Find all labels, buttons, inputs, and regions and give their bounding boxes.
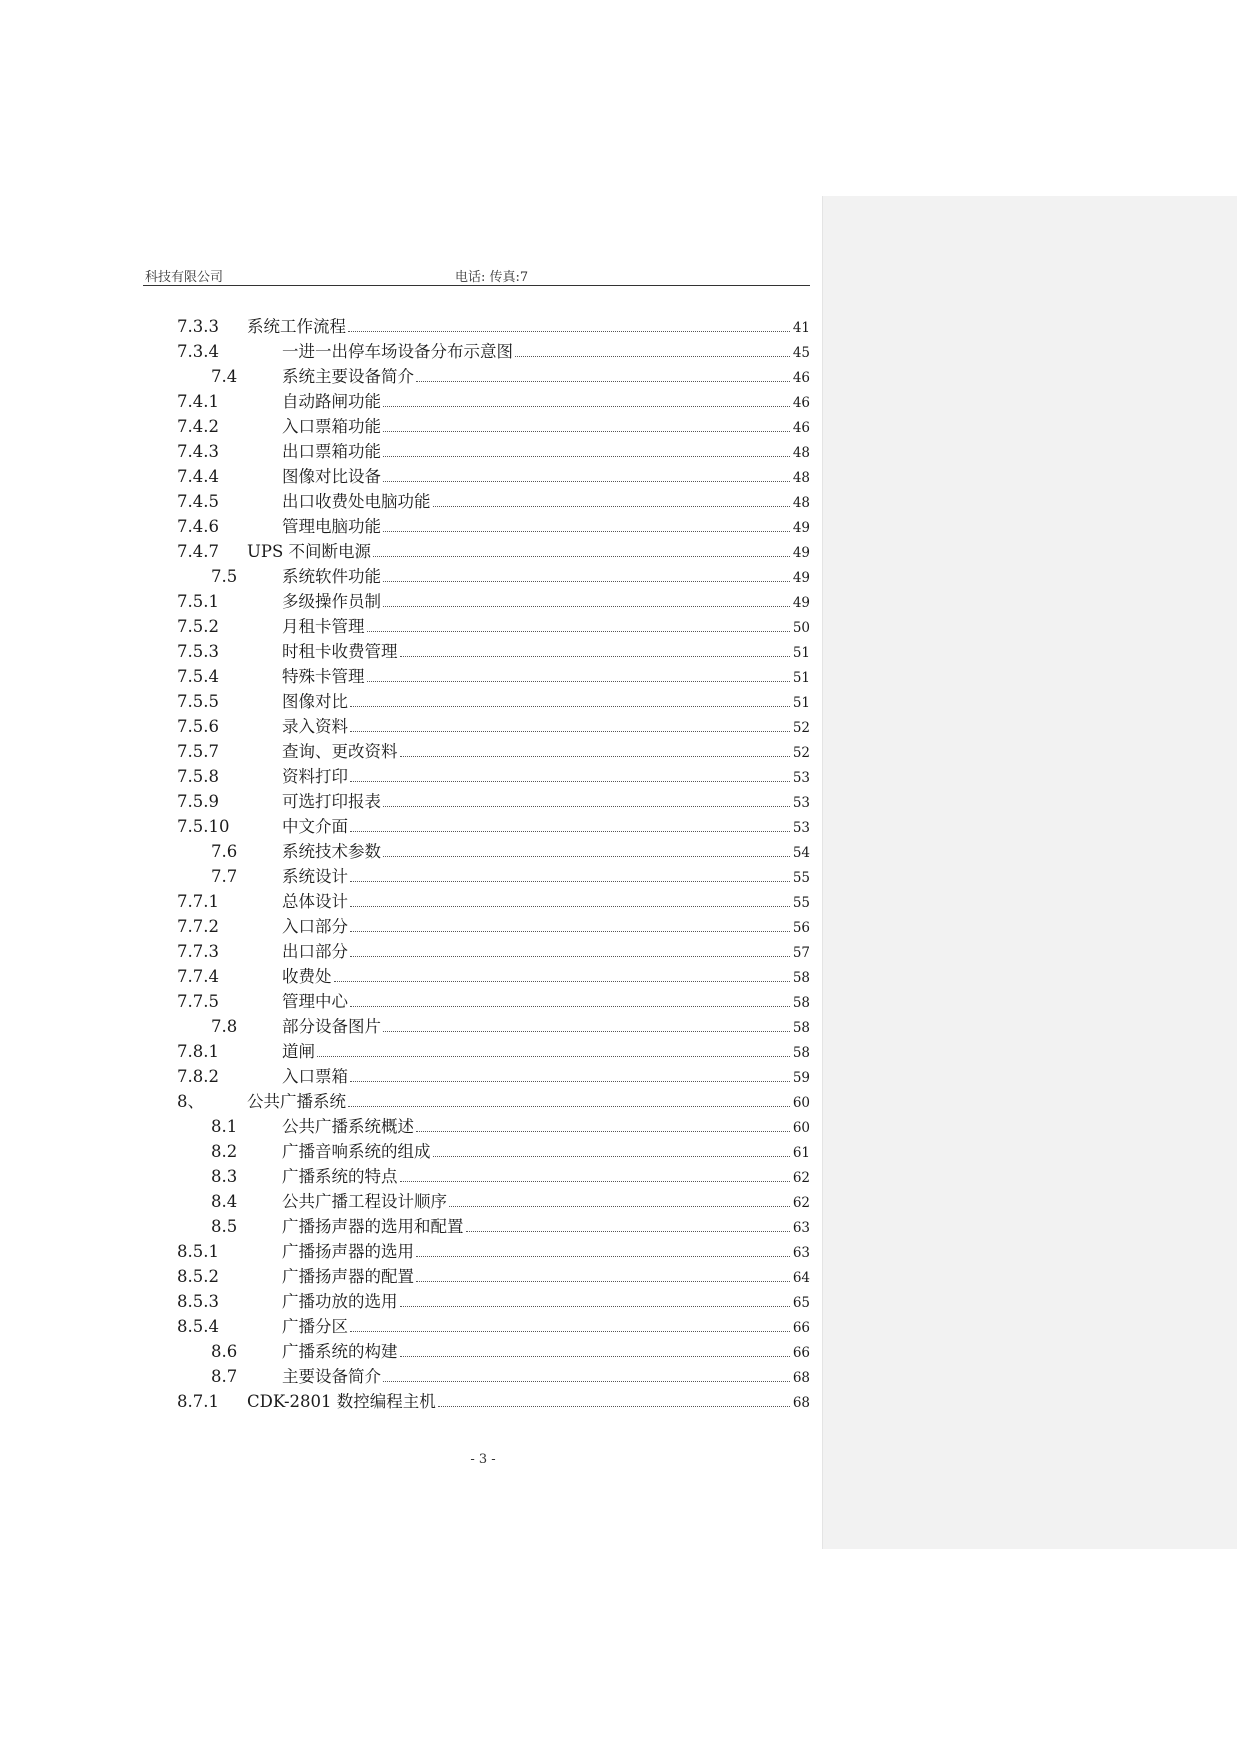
toc-dot-leader [383, 431, 790, 432]
toc-dot-leader [350, 881, 790, 882]
toc-entry-title: 主要设备简介 [282, 1367, 381, 1386]
toc-dot-leader [433, 1156, 791, 1157]
toc-dot-leader [466, 1231, 791, 1232]
toc-entry-number: 8.2 [211, 1142, 238, 1161]
toc-dot-leader [400, 656, 791, 657]
toc-entry-page: 46 [792, 370, 810, 386]
toc-dot-leader [416, 381, 790, 382]
toc-entry[interactable] [177, 1189, 810, 1214]
toc-entry-page: 49 [792, 520, 810, 536]
toc-entry-number: 8.1 [211, 1117, 238, 1136]
comment-margin-pane [822, 196, 1237, 1549]
toc-entry-title: 系统设计 [282, 867, 348, 886]
toc-dot-leader [515, 356, 790, 357]
toc-entry-number: 7.7 [211, 867, 238, 886]
table-of-contents [177, 314, 810, 1414]
toc-entry-title: 广播系统的构建 [282, 1342, 398, 1361]
toc-entry[interactable] [177, 489, 810, 514]
toc-entry-number: 7.5.9 [177, 792, 219, 811]
toc-dot-leader [383, 531, 790, 532]
toc-entry-page: 63 [792, 1245, 810, 1261]
toc-entry-number: 8.5.2 [177, 1267, 219, 1286]
toc-entry-title: 管理中心 [282, 992, 348, 1011]
toc-entry-number: 7.4.1 [177, 392, 219, 411]
toc-entry[interactable] [177, 539, 810, 564]
toc-entry-page: 60 [792, 1095, 810, 1111]
toc-entry-title: 总体设计 [282, 892, 348, 911]
toc-entry-title: 系统技术参数 [282, 842, 381, 861]
toc-entry-page: 59 [792, 1070, 810, 1086]
toc-dot-leader [433, 506, 791, 507]
toc-entry-title: 部分设备图片 [282, 1017, 381, 1036]
toc-entry-number: 7.5.10 [177, 817, 230, 836]
toc-entry-title: 广播扬声器的配置 [282, 1267, 414, 1286]
page-number: - 3 - [470, 1452, 496, 1467]
toc-entry-title: 中文介面 [282, 817, 348, 836]
toc-entry-title: 公共广播系统概述 [282, 1117, 414, 1136]
toc-entry-page: 50 [792, 620, 810, 636]
toc-entry-page: 68 [792, 1395, 810, 1411]
toc-entry-title: 管理电脑功能 [282, 517, 381, 536]
toc-entry-page: 53 [792, 795, 810, 811]
toc-entry[interactable] [177, 764, 810, 789]
toc-entry[interactable] [177, 1364, 810, 1389]
toc-entry[interactable] [177, 589, 810, 614]
toc-dot-leader [383, 406, 790, 407]
toc-dot-leader [350, 1331, 790, 1332]
toc-entry-title: 道闸 [282, 1042, 315, 1061]
toc-entry-title: 广播功放的选用 [282, 1292, 398, 1311]
toc-entry[interactable] [177, 639, 810, 664]
toc-entry[interactable] [177, 1214, 810, 1239]
toc-entry-number: 7.4.2 [177, 417, 219, 436]
toc-entry-title: 入口票箱 [282, 1067, 348, 1086]
toc-dot-leader [348, 1106, 790, 1107]
toc-entry-number: 7.4.3 [177, 442, 219, 461]
toc-entry[interactable] [177, 714, 810, 739]
toc-entry-title: 图像对比设备 [282, 467, 381, 486]
toc-entry-page: 48 [792, 495, 810, 511]
toc-dot-leader [438, 1406, 790, 1407]
toc-entry-page: 51 [792, 695, 810, 711]
toc-entry-title: 查询、更改资料 [282, 742, 398, 761]
toc-entry-page: 46 [792, 420, 810, 436]
toc-entry-title: CDK-2801 数控编程主机 [247, 1392, 436, 1411]
toc-entry[interactable] [177, 614, 810, 639]
toc-entry-page: 58 [792, 995, 810, 1011]
toc-entry[interactable] [177, 889, 810, 914]
toc-entry[interactable] [177, 414, 810, 439]
toc-entry-number: 8.5.3 [177, 1292, 219, 1311]
toc-entry-title: 自动路闸功能 [282, 392, 381, 411]
toc-entry-title: 广播扬声器的选用 [282, 1242, 414, 1261]
toc-entry[interactable] [177, 839, 810, 864]
toc-entry[interactable] [177, 439, 810, 464]
toc-entry-title: 一进一出停车场设备分布示意图 [282, 342, 513, 361]
toc-entry-page: 49 [792, 570, 810, 586]
toc-entry-page: 61 [792, 1145, 810, 1161]
toc-entry-page: 55 [792, 895, 810, 911]
toc-entry[interactable] [177, 989, 810, 1014]
toc-entry-number: 7.5.7 [177, 742, 219, 761]
toc-entry[interactable] [177, 914, 810, 939]
toc-dot-leader [334, 981, 791, 982]
toc-entry-page: 49 [792, 545, 810, 561]
toc-entry-page: 68 [792, 1370, 810, 1386]
toc-entry-page: 41 [792, 320, 810, 336]
toc-dot-leader [373, 556, 790, 557]
toc-entry-title: 广播分区 [282, 1317, 348, 1336]
toc-entry-number: 7.8 [211, 1017, 238, 1036]
toc-entry-page: 55 [792, 870, 810, 886]
toc-dot-leader [400, 756, 791, 757]
toc-entry-number: 7.5.8 [177, 767, 219, 786]
page-header [143, 263, 810, 286]
toc-dot-leader [383, 606, 790, 607]
toc-entry-number: 7.8.1 [177, 1042, 219, 1061]
toc-entry[interactable] [177, 1039, 810, 1064]
toc-entry-page: 49 [792, 595, 810, 611]
toc-entry-page: 51 [792, 670, 810, 686]
toc-entry[interactable] [177, 814, 810, 839]
toc-entry[interactable] [177, 314, 810, 339]
toc-entry[interactable] [177, 389, 810, 414]
toc-entry-number: 7.4.4 [177, 467, 219, 486]
toc-entry-number: 7.5.5 [177, 692, 219, 711]
toc-entry[interactable] [177, 1239, 810, 1264]
toc-entry-page: 58 [792, 1020, 810, 1036]
toc-entry-number: 7.4.6 [177, 517, 219, 536]
toc-entry-title: 出口票箱功能 [282, 442, 381, 461]
toc-dot-leader [383, 1381, 790, 1382]
toc-dot-leader [416, 1281, 790, 1282]
toc-entry-page: 53 [792, 770, 810, 786]
toc-entry-number: 7.4.7 [177, 542, 219, 561]
toc-entry-page: 62 [792, 1170, 810, 1186]
toc-dot-leader [383, 581, 790, 582]
toc-entry-title: 入口部分 [282, 917, 348, 936]
toc-entry[interactable] [177, 1014, 810, 1039]
toc-entry-title: 公共广播系统 [247, 1092, 346, 1111]
toc-entry-page: 64 [792, 1270, 810, 1286]
toc-entry[interactable] [177, 1314, 810, 1339]
toc-entry-number: 8.4 [211, 1192, 238, 1211]
toc-entry-title: 公共广播工程设计顺序 [282, 1192, 447, 1211]
toc-entry-title: 多级操作员制 [282, 592, 381, 611]
toc-dot-leader [383, 481, 790, 482]
toc-entry-title: 图像对比 [282, 692, 348, 711]
toc-entry-number: 7.3.3 [177, 317, 219, 336]
toc-entry-page: 58 [792, 1045, 810, 1061]
header-company: 科技有限公司 [145, 270, 224, 285]
toc-dot-leader [317, 1056, 790, 1057]
toc-entry[interactable] [177, 864, 810, 889]
toc-entry-title: 广播系统的特点 [282, 1167, 398, 1186]
toc-entry[interactable] [177, 514, 810, 539]
toc-entry-number: 7.5.2 [177, 617, 219, 636]
toc-dot-leader [367, 681, 791, 682]
toc-dot-leader [449, 1206, 790, 1207]
toc-entry[interactable] [177, 1114, 810, 1139]
toc-entry-title: 时租卡收费管理 [282, 642, 398, 661]
toc-entry-title: 入口票箱功能 [282, 417, 381, 436]
toc-entry[interactable] [177, 689, 810, 714]
toc-entry-page: 51 [792, 645, 810, 661]
toc-entry-page: 60 [792, 1120, 810, 1136]
toc-entry-title: 可选打印报表 [282, 792, 381, 811]
toc-entry[interactable] [177, 664, 810, 689]
toc-entry[interactable] [177, 1064, 810, 1089]
toc-entry-title: UPS 不间断电源 [247, 542, 372, 561]
toc-entry-page: 65 [792, 1295, 810, 1311]
toc-entry-number: 7.5.3 [177, 642, 219, 661]
toc-entry-number: 7.5.1 [177, 592, 219, 611]
toc-dot-leader [350, 956, 790, 957]
toc-entry-page: 48 [792, 470, 810, 486]
toc-entry-page: 58 [792, 970, 810, 986]
toc-entry-title: 特殊卡管理 [282, 667, 365, 686]
toc-dot-leader [400, 1306, 791, 1307]
toc-entry[interactable] [177, 339, 810, 364]
toc-entry-number: 7.8.2 [177, 1067, 219, 1086]
toc-entry-page: 66 [792, 1320, 810, 1336]
toc-entry-number: 7.3.4 [177, 342, 219, 361]
toc-entry-title: 广播音响系统的组成 [282, 1142, 431, 1161]
toc-dot-leader [416, 1256, 790, 1257]
toc-entry[interactable] [177, 1389, 810, 1414]
toc-entry-number: 8.6 [211, 1342, 238, 1361]
toc-entry-number: 7.7.4 [177, 967, 219, 986]
toc-entry[interactable] [177, 1089, 810, 1114]
toc-dot-leader [350, 706, 790, 707]
toc-dot-leader [367, 631, 791, 632]
toc-entry-number: 8、 [177, 1092, 204, 1111]
toc-entry-page: 45 [792, 345, 810, 361]
toc-entry-page: 52 [792, 745, 810, 761]
toc-entry-title: 录入资料 [282, 717, 348, 736]
toc-dot-leader [383, 456, 790, 457]
toc-entry-number: 7.7.2 [177, 917, 219, 936]
toc-entry-title: 月租卡管理 [282, 617, 365, 636]
toc-entry-number: 7.5 [211, 567, 238, 586]
toc-entry-page: 52 [792, 720, 810, 736]
toc-entry[interactable] [177, 964, 810, 989]
toc-entry-number: 8.5 [211, 1217, 238, 1236]
toc-dot-leader [400, 1181, 791, 1182]
toc-entry-number: 7.4 [211, 367, 238, 386]
toc-entry-number: 7.7.3 [177, 942, 219, 961]
toc-entry[interactable] [177, 739, 810, 764]
toc-entry-page: 63 [792, 1220, 810, 1236]
toc-entry[interactable] [177, 1164, 810, 1189]
toc-entry[interactable] [177, 1264, 810, 1289]
toc-entry-number: 7.5.6 [177, 717, 219, 736]
toc-entry[interactable] [177, 1139, 810, 1164]
toc-entry-number: 7.7.1 [177, 892, 219, 911]
toc-entry-title: 出口收费处电脑功能 [282, 492, 431, 511]
toc-entry-title: 资料打印 [282, 767, 348, 786]
toc-dot-leader [348, 331, 790, 332]
toc-entry[interactable] [177, 1289, 810, 1314]
toc-entry[interactable] [177, 564, 810, 589]
toc-entry-page: 56 [792, 920, 810, 936]
toc-dot-leader [350, 1081, 790, 1082]
toc-dot-leader [350, 831, 790, 832]
toc-entry-number: 8.7 [211, 1367, 238, 1386]
toc-entry-number: 8.5.1 [177, 1242, 219, 1261]
toc-entry-number: 7.4.5 [177, 492, 219, 511]
toc-entry-page: 62 [792, 1195, 810, 1211]
toc-dot-leader [350, 781, 790, 782]
toc-entry-page: 48 [792, 445, 810, 461]
toc-entry[interactable] [177, 939, 810, 964]
toc-entry-title: 收费处 [282, 967, 332, 986]
toc-dot-leader [400, 1356, 791, 1357]
toc-dot-leader [350, 1006, 790, 1007]
toc-entry-page: 46 [792, 395, 810, 411]
toc-entry-title: 系统软件功能 [282, 567, 381, 586]
toc-entry-number: 8.5.4 [177, 1317, 219, 1336]
toc-entry-number: 7.6 [211, 842, 238, 861]
toc-entry[interactable] [177, 464, 810, 489]
toc-entry-page: 53 [792, 820, 810, 836]
toc-entry-title: 广播扬声器的选用和配置 [282, 1217, 464, 1236]
toc-dot-leader [350, 906, 790, 907]
toc-entry-title: 出口部分 [282, 942, 348, 961]
toc-entry-number: 8.3 [211, 1167, 238, 1186]
toc-entry[interactable] [177, 364, 810, 389]
toc-dot-leader [383, 856, 790, 857]
toc-dot-leader [383, 806, 790, 807]
toc-entry[interactable] [177, 789, 810, 814]
toc-entry-title: 系统主要设备简介 [282, 367, 414, 386]
toc-dot-leader [350, 931, 790, 932]
toc-entry[interactable] [177, 1339, 810, 1364]
toc-entry-page: 57 [792, 945, 810, 961]
toc-entry-number: 8.7.1 [177, 1392, 219, 1411]
toc-entry-title: 系统工作流程 [247, 317, 346, 336]
toc-dot-leader [350, 731, 790, 732]
toc-entry-page: 54 [792, 845, 810, 861]
toc-dot-leader [416, 1131, 790, 1132]
toc-entry-page: 66 [792, 1345, 810, 1361]
toc-entry-number: 7.7.5 [177, 992, 219, 1011]
header-contact: 电话: 传真:7 [455, 270, 529, 285]
toc-entry-number: 7.5.4 [177, 667, 219, 686]
toc-dot-leader [383, 1031, 790, 1032]
